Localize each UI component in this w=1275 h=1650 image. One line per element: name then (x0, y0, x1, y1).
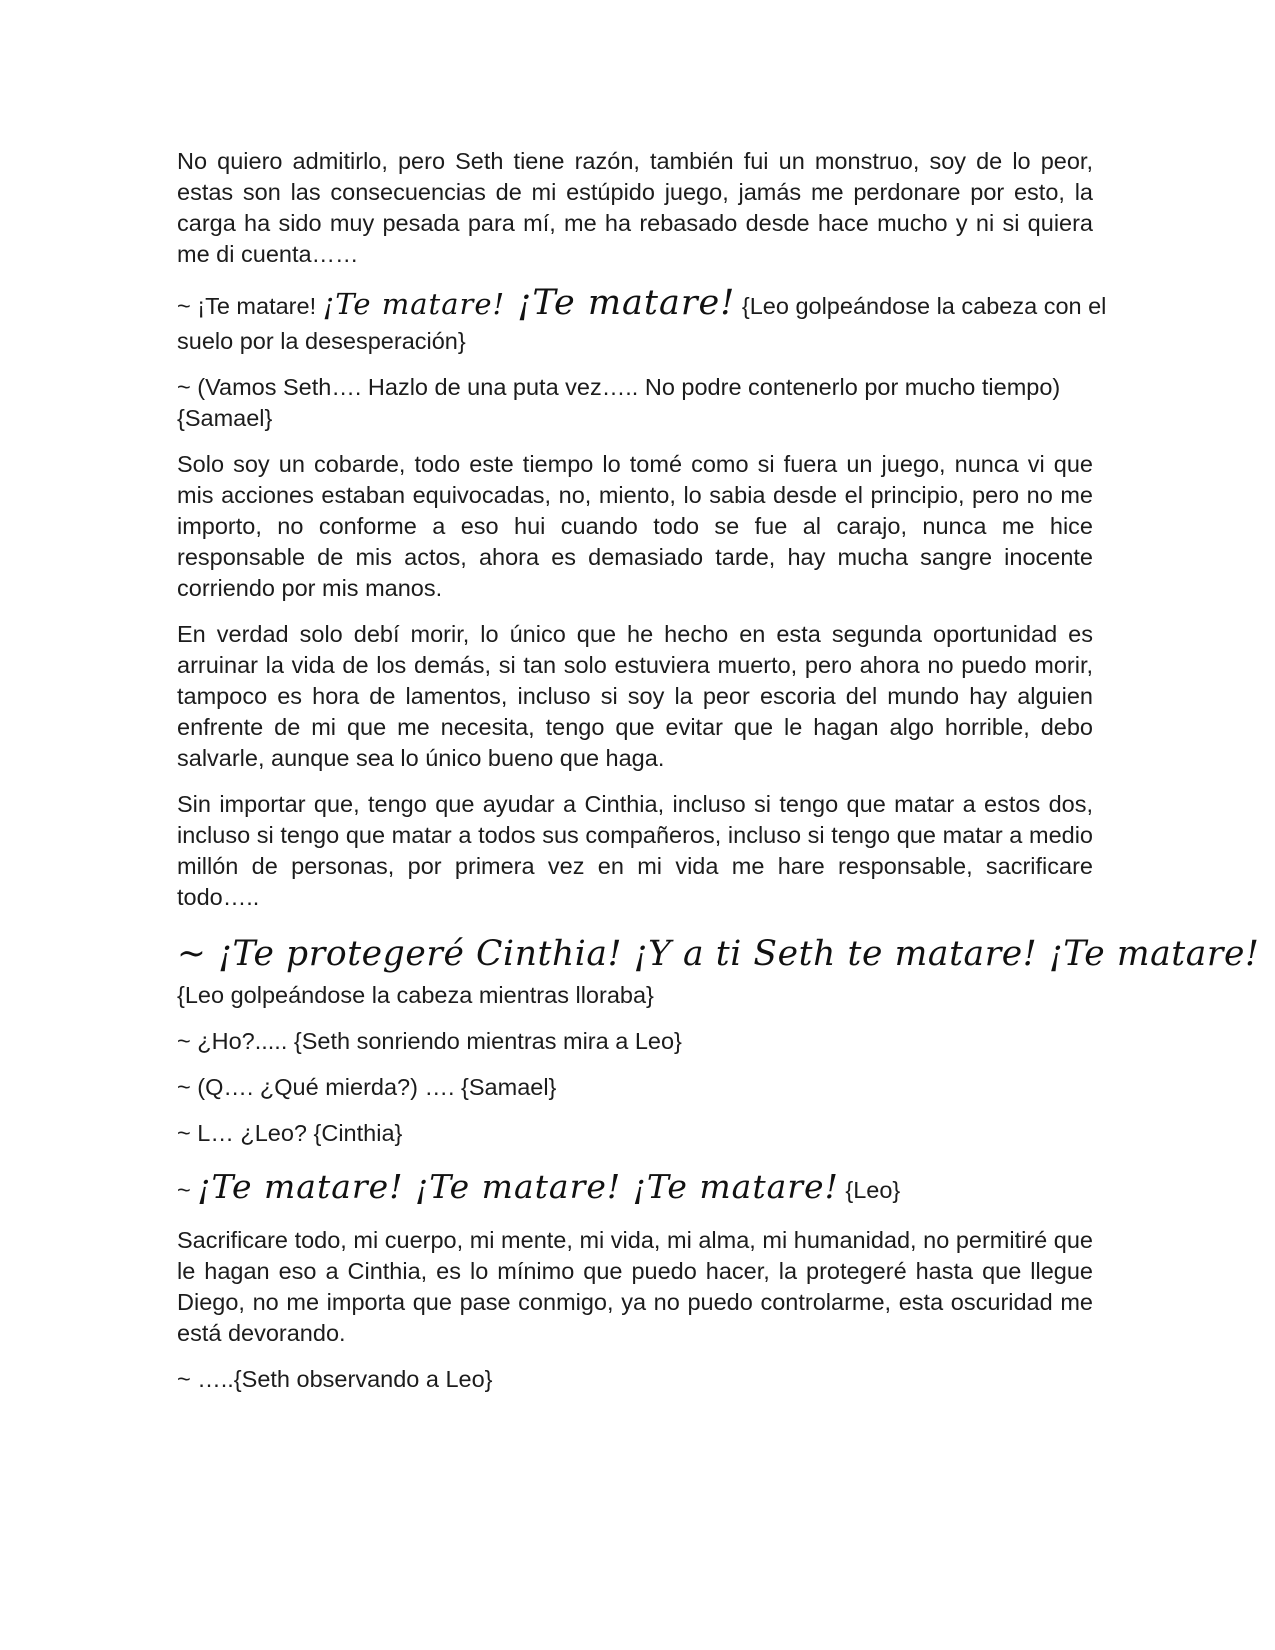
shout-1-big-b: ¡Te matare! (505, 283, 736, 323)
shout-line-1 (177, 283, 1107, 324)
shout-line-3 (177, 1164, 1093, 1213)
shout-1-big-a: ¡Te matare! (322, 287, 506, 321)
document-page (177, 146, 1260, 1410)
paragraph-1: No quiero admitirlo, pero Seth tiene razón, también fui un monstruo, soy de lo peor, estas son las consecuencias de mi estúpido juego, jamás me perdonare por esto, la carga ha sido muy pesada para mí, me ha rebasado desde hace mucho y ni si quiera me di cuenta…… (177, 148, 1093, 267)
shout-3-tilde: ~ (177, 1177, 198, 1203)
paragraph-5: Sacrificare todo, mi cuerpo, mi mente, mi vida, mi alma, mi humanidad, no permitiré que le hagan eso a Cinthia, es lo mínimo que puedo hacer, la protegeré hasta que llegue Diego, no me importa que pase conmigo, ya no puedo controlarme, esta oscuridad me está devorando. (177, 1227, 1093, 1346)
seth-line-2: ~ …..{Seth observando a Leo} (177, 1366, 493, 1392)
samael-line-2: ~ (Q…. ¿Qué mierda?) …. {Samael} (177, 1074, 557, 1100)
cinthia-line-1: ~ L… ¿Leo? {Cinthia} (177, 1120, 403, 1146)
shout-2-note: {Leo golpeándose la cabeza mientras lloraba} (177, 982, 654, 1008)
paragraph-2: Solo soy un cobarde, todo este tiempo lo tomé como si fuera un juego, nunca vi que mis acciones estaban equivocadas, no, miento, lo sabia desde el principio, pero no me importo, no conforme a eso hui cuando todo se fue al carajo, nunca me hice responsable de mis actos, ahora es demasiado tarde, hay mucha sangre inocente corriendo por mis manos. (177, 451, 1093, 601)
seth-line-1: ~ ¿Ho?..... {Seth sonriendo mientras mira a Leo} (177, 1028, 682, 1054)
shout-3-big: ¡Te matare! ¡Te matare! ¡Te matare! (197, 1167, 839, 1206)
paragraph-3: En verdad solo debí morir, lo único que he hecho en esta segunda oportunidad es arruinar la vida de los demás, si tan solo estuviera muerto, pero ahora no puedo morir, tampoco es hora de lamentos, incluso si soy la peor escoria del mundo hay alguien enfrente de mi que me necesita, tengo que evitar que le hagan algo horrible, debo salvarle, aunque sea lo único bueno que haga. (177, 621, 1093, 771)
paragraph-4: Sin importar que, tengo que ayudar a Cinthia, incluso si tengo que matar a estos dos, incluso si tengo que matar a todos sus compañeros, incluso si tengo que matar a medio millón de personas, por primera vez en mi vida me hare responsable, sacrificare todo….. (177, 791, 1093, 910)
shout-3-suffix: {Leo} (838, 1177, 901, 1203)
shout-1-suffix: {Leo golpeándose la cabeza con el (735, 293, 1107, 319)
shout-1-prefix: ~ ¡Te matare! (177, 293, 323, 319)
shout-1-continuation: suelo por la desesperación} (177, 328, 466, 354)
shout-line-2: ~ ¡Te protegeré Cinthia! ¡Y a ti Seth te matare! ¡Te matare! (177, 934, 1260, 974)
samael-line-1: ~ (Vamos Seth…. Hazlo de una puta vez….. No podre contenerlo por mucho tiempo) {Samael} (177, 374, 1061, 431)
